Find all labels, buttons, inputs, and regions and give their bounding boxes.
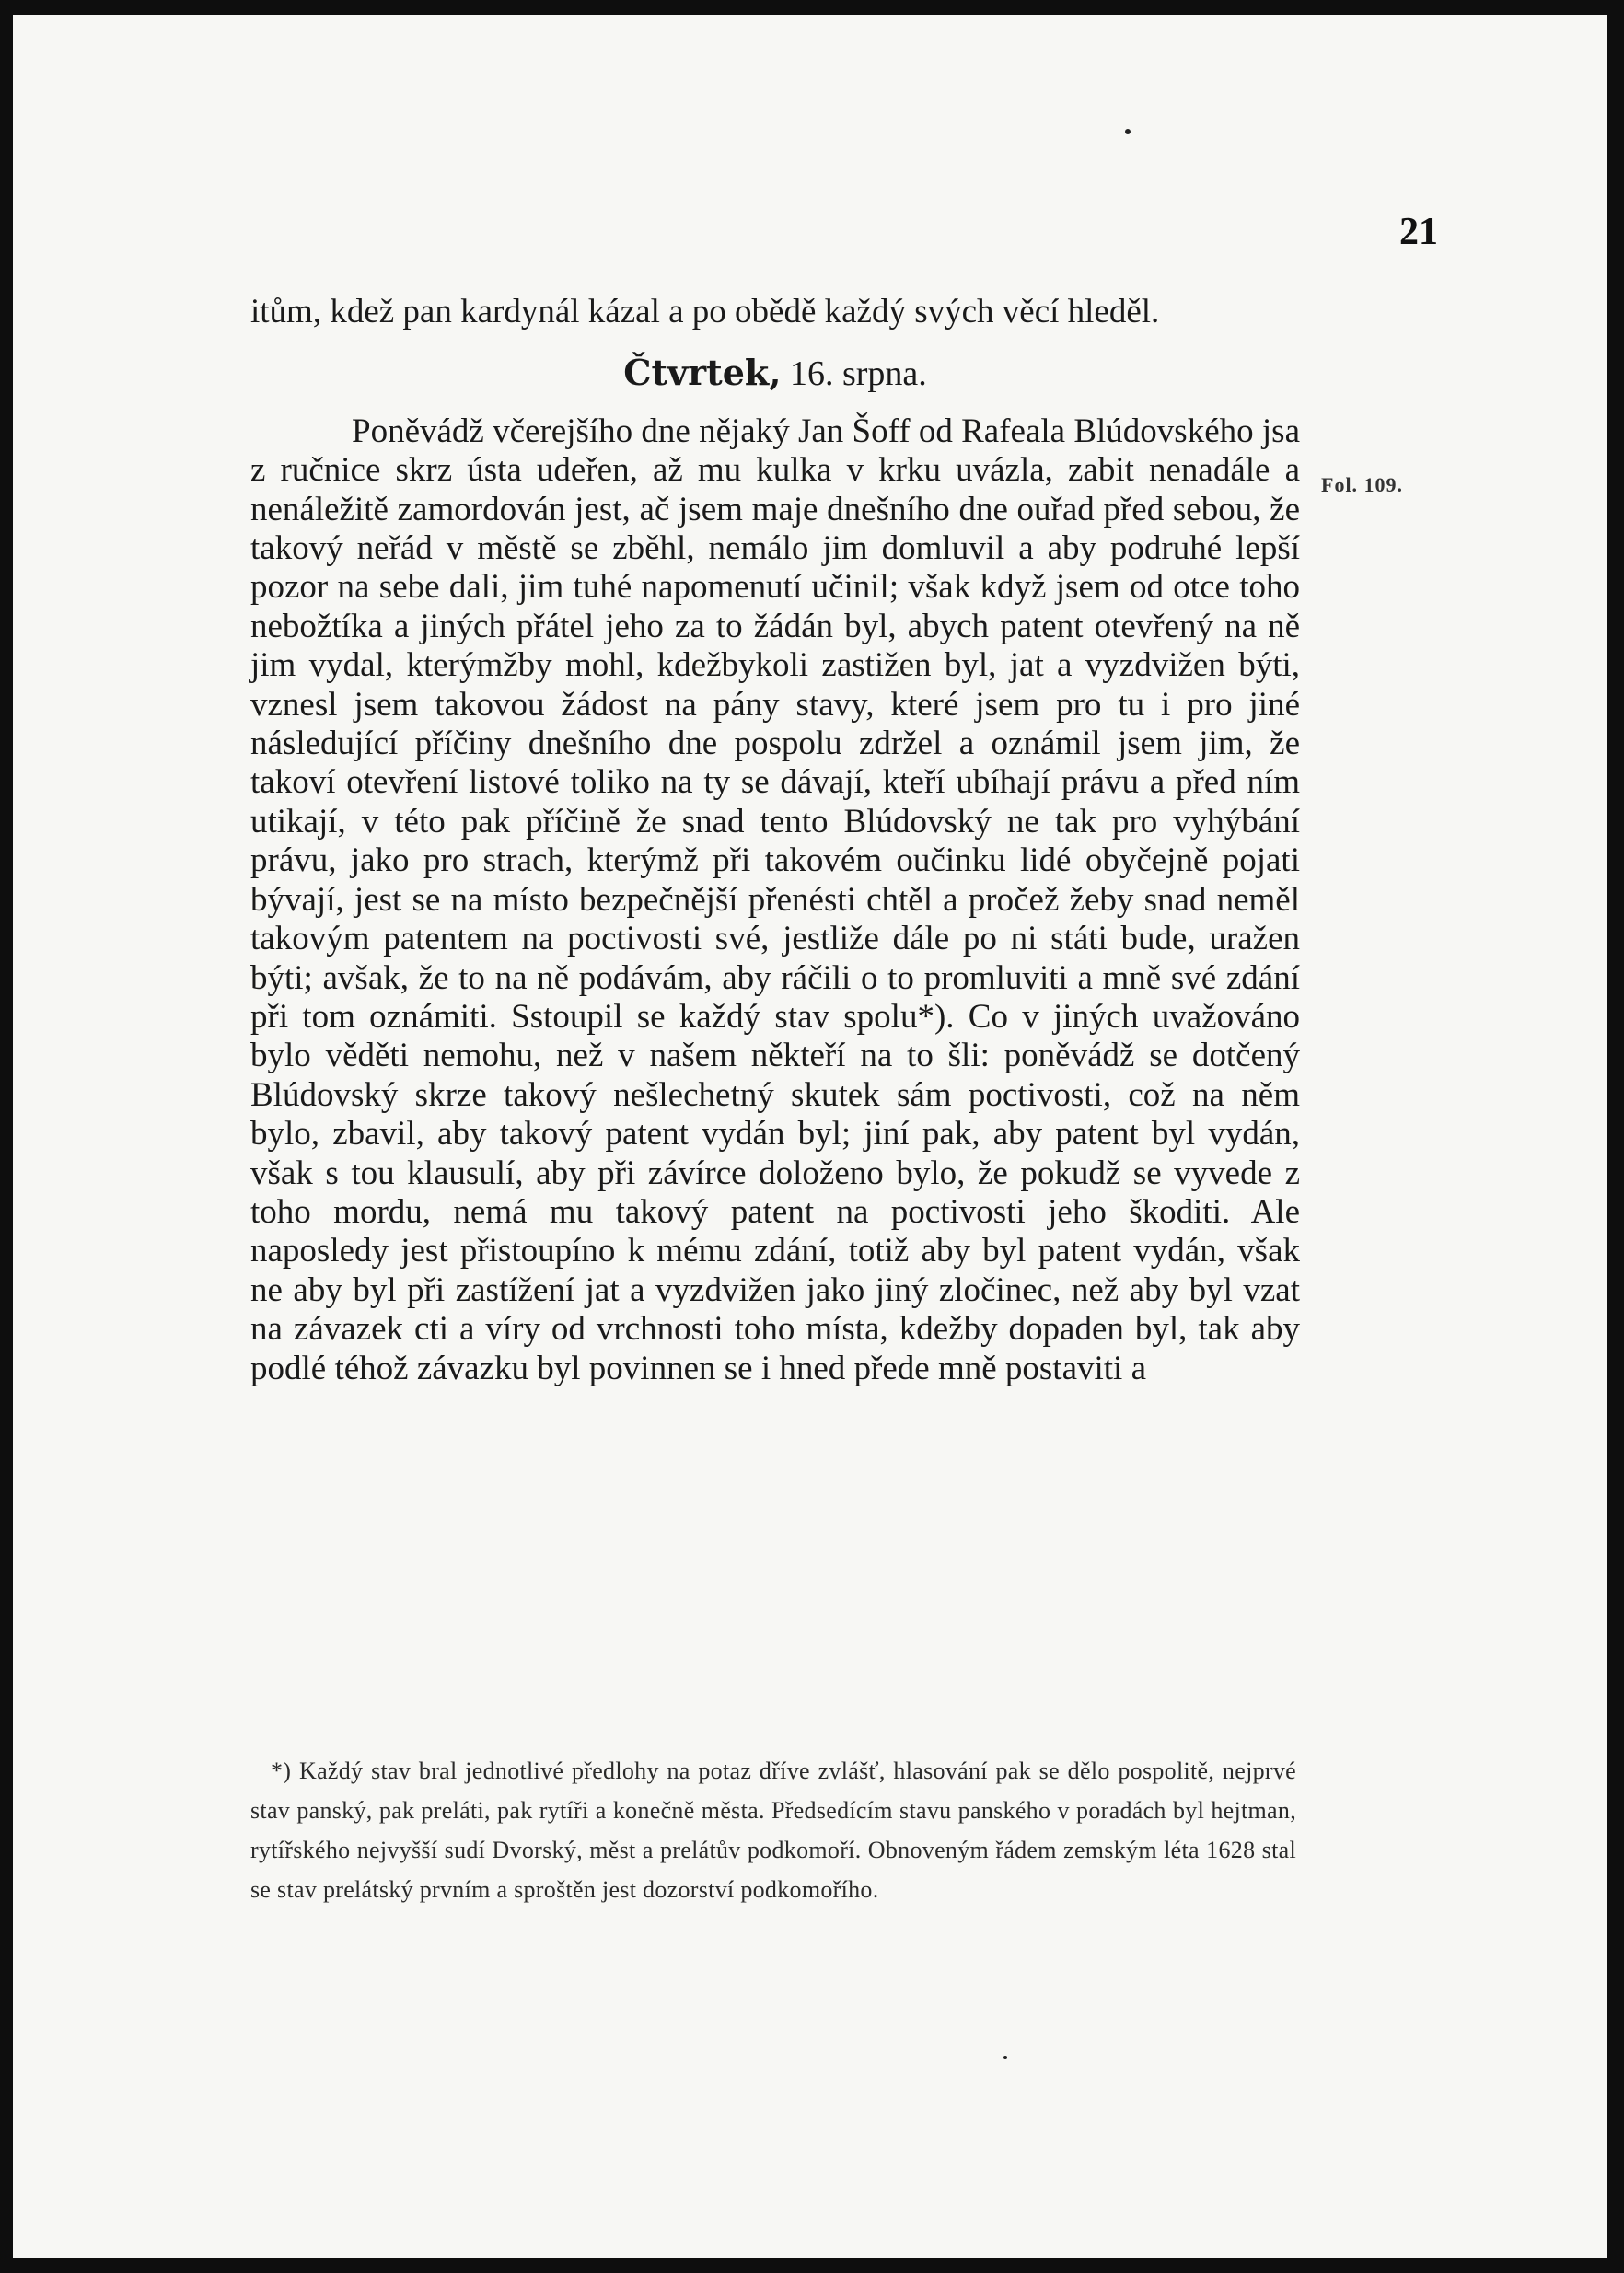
scan-border-right <box>1607 0 1624 2273</box>
dateline-day: Čtvrtek, <box>623 352 782 394</box>
body-text <box>250 293 1300 1388</box>
page-number: 21 <box>1399 211 1438 253</box>
footnote: *) Každý stav bral jednotlivé předlohy na potaz dříve zvlášť, hlasování pak se dělo pospolitě, nejprvé stav panský, pak preláti, pak rytíři a konečně města. Předsedícím stavu panského v poradách byl hejtman, rytířského nejvyšší sudí Dvorský, měst a prelátův podkomoří. Obnoveným řádem zemským léta 1628 stal se stav prelátský prvním a sproštěn jest dozorství podkomořího. <box>250 1757 1296 1903</box>
scan-border-bottom <box>0 2258 1624 2273</box>
dateline <box>250 354 1300 393</box>
scan-border-top <box>0 0 1624 15</box>
scan-speck <box>1003 2056 1007 2059</box>
margin-folio-note: Fol. 109. <box>1321 473 1404 496</box>
main-paragraph: Poněvádž včerejšího dne nějaký Jan Šoff od Rafeala Blúdovského jsa z ručnice skrz ústa udeřen, až mu kulka v krku uvázla, zabit nenadále a nenáležitě zamordován jest, ač jsem maje dnešního dne ouřad před sebou, že takový neřád v městě se zběhl, nemálo jim domluvil a aby podruhé lepší pozor na sebe dali, jim tuhé napomenutí učinil; však když jsem od otce toho nebožtíka a jiných přátel jeho za to žádán byl, abych patent otevřený na ně jim vydal, kterýmžby mohl, kdežbykoli zastižen byl, jat a vyzdvižen býti, vznesl jsem takovou žádost na pány stavy, které jsem pro tu i pro jiné následující příčiny dnešního dne pospolu zdržel a oznámil jsem jim, že takoví otevření listové toliko na ty se dávají, kteří ubíhají právu a před ním utikají, v této pak příčině že snad tento Blúdovský ne tak pro vyhýbání právu, jako pro strach, kterýmž při takovém oučinku lidé obyčejně pojati bývají, jest se na místo bezpečnější přenésti chtěl a pročež žeby snad neměl takovým patentem na poctivosti své, jestliže dále po ni státi bude, uražen býti; avšak, že to na ně podávám, aby ráčili o to promluviti a mně své zdání při tom oznámiti. Sstoupil se každý stav spolu*). Co v jiných uvažováno bylo věděti nemohu, než v našem někteří na to šli: poněvádž se dotčený Blúdovský skrze takový nešlechetný skutek sám poctivosti, což na něm bylo, zbavil, aby takový patent vydán byl; jiní pak, aby patent byl vydán, však s tou klausulí, aby při závírce doloženo bylo, že pokudž se vyvede z toho mordu, nemá mu takový patent na poctivosti jeho škoditi. Ale naposledy jest přistoupíno k mému zdání, totiž aby byl patent vydán, však ne aby byl při zastížení jat a vyzdvižen jako jiný zločinec, než aby byl vzat na závazek cti a víry od vrchnosti toho místa, kdežby dopaden byl, tak aby podlé téhož závazku byl povinnen se i hned přede mně postaviti a <box>250 412 1300 1387</box>
scan-border-left <box>0 0 13 2273</box>
opening-text: itům, kdež pan kardynál kázal a po obědě každý svých věcí hleděl. <box>250 293 1160 331</box>
scan-speck <box>1125 129 1131 134</box>
dateline-date: 16. srpna. <box>781 354 927 394</box>
